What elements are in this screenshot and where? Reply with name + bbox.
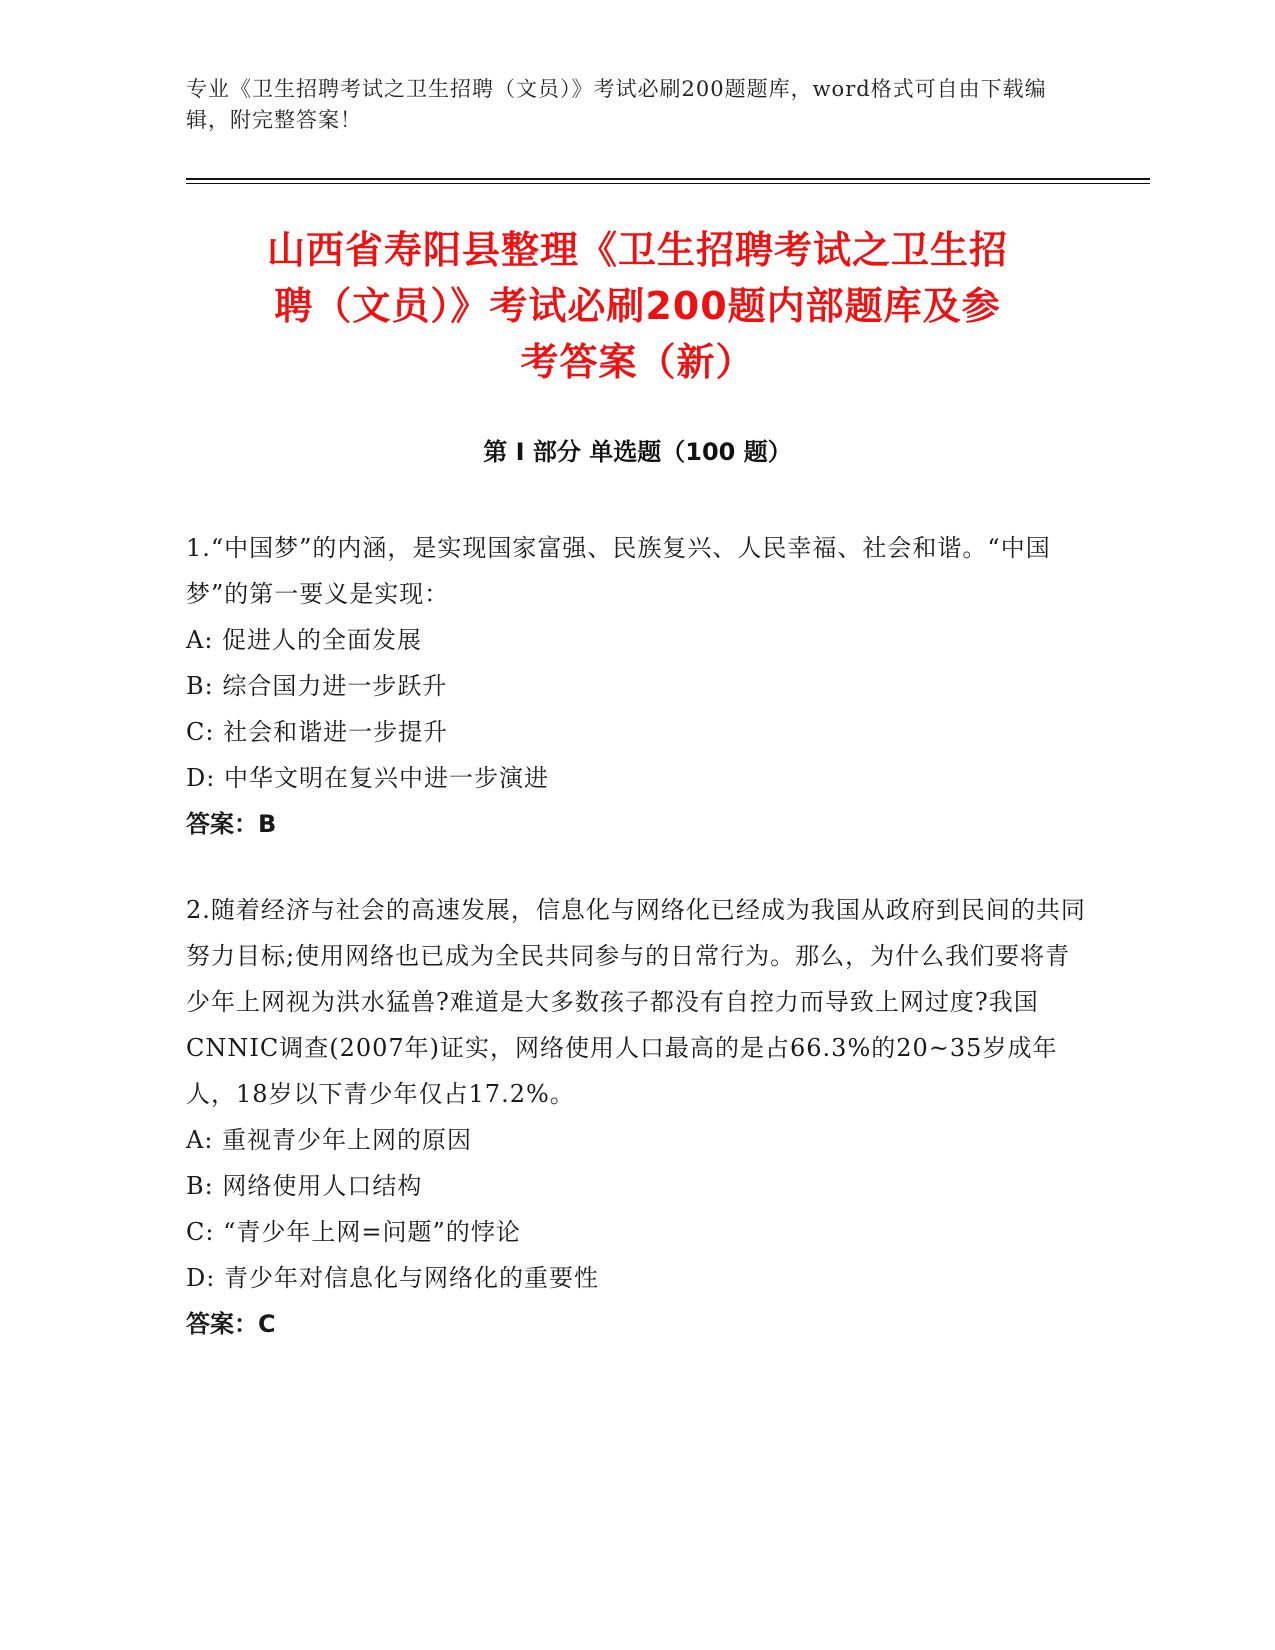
option-d: D: 青少年对信息化与网络化的重要性 bbox=[186, 1264, 599, 1292]
option-b: B: 网络使用人口结构 bbox=[186, 1172, 423, 1200]
option-a: A: 促进人的全面发展 bbox=[186, 626, 423, 654]
section-heading: 第 I 部分 单选题（100 题） bbox=[483, 438, 792, 466]
option-a: A: 重视青少年上网的原因 bbox=[186, 1126, 473, 1154]
question-stem: 1.“中国梦”的内涵，是实现国家富强、民族复兴、人民幸福、社会和谐。“中国梦”的第一要义是实现： bbox=[186, 534, 1051, 608]
title-line-2: 聘（文员）》考试必刷200题内部题库及参 bbox=[274, 284, 1001, 328]
answer: 答案：B bbox=[186, 810, 277, 838]
header-divider-thin bbox=[186, 183, 1150, 184]
question-2 bbox=[186, 887, 1086, 1347]
question-stem: 2.随着经济与社会的高速发展，信息化与网络化已经成为我国从政府到民间的共同努力目标;使用网络也已成为全民共同参与的日常行为。那么，为什么我们要将青少年上网视为洪水猛兽?难道是大多数孩子都没有自控力而导致上网过度?我国CNNIC调查(2007年)证实，网络使用人口最高的是占66.3%的20~35岁成年人，18岁以下青少年仅占17.2%。 bbox=[186, 896, 1086, 1108]
header-divider-thick bbox=[186, 178, 1150, 180]
title-line-3: 考答案（新） bbox=[520, 340, 755, 384]
title-line-1: 山西省寿阳县整理《卫生招聘考试之卫生招 bbox=[266, 228, 1008, 272]
option-d: D: 中华文明在复兴中进一步演进 bbox=[186, 764, 549, 792]
option-c: C: 社会和谐进一步提升 bbox=[186, 718, 449, 746]
document-title bbox=[186, 222, 1089, 390]
intro-text: 专业《卫生招聘考试之卫生招聘（文员）》考试必刷200题题库，word格式可自由下载编辑，附完整答案！ bbox=[186, 77, 1047, 132]
option-c: C: “青少年上网=问题”的悖论 bbox=[186, 1218, 521, 1246]
question-1 bbox=[186, 525, 1086, 847]
option-b: B: 综合国力进一步跃升 bbox=[186, 672, 448, 700]
answer: 答案：C bbox=[186, 1310, 276, 1338]
